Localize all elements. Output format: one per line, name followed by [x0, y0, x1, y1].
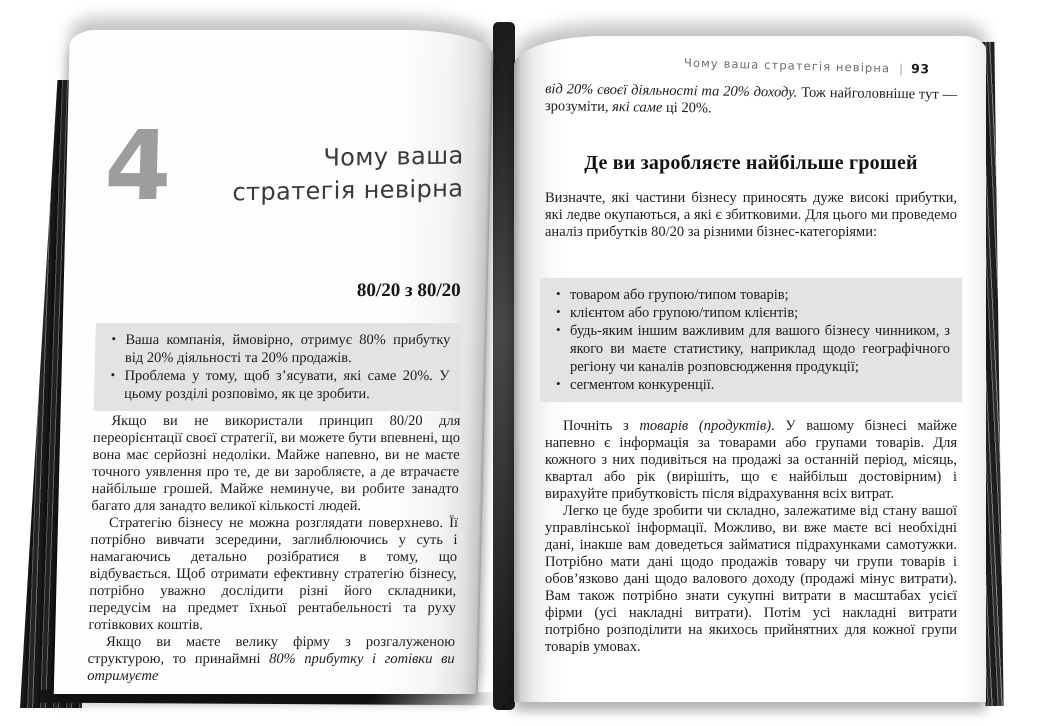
paragraph: Стратегію бізнесу не можна розглядати поверхнево. Її потрібно вивчати зсередини, заглиблюючись у суть і намагаючись детально розібратися в тому, що відбувається. Щоб отримати ефективну стратегію бізнесу, потрібно уважно дослідити різні його складники, передусім на предмет їхньої рентабельності та руху готівкових коштів.	[88, 515, 459, 633]
paragraph-italic-text: )	[766, 418, 772, 434]
list-item	[550, 322, 950, 376]
bullet-glyph: •	[556, 322, 561, 337]
chapter-title	[163, 139, 464, 210]
paragraph-text: Почніть з	[563, 418, 640, 434]
chapter-number: 4	[103, 110, 173, 222]
bullet-glyph: •	[556, 376, 561, 391]
right-page-body-text	[545, 418, 957, 656]
bullet-text: сегментом конкуренції.	[570, 377, 715, 393]
paragraph	[87, 634, 455, 685]
right-page	[514, 36, 986, 702]
page-number: 93	[911, 60, 931, 77]
bullet-glyph: •	[556, 304, 561, 319]
paragraph-text: Якщо ви маєте велику фірму з розгалуженою структурою, то принаймні	[87, 634, 456, 667]
summary-callout-box	[94, 323, 463, 411]
list-item	[550, 304, 950, 322]
list-item	[104, 367, 450, 403]
running-head	[684, 55, 930, 77]
intro-italic: від 20% своєї діяльності та 20% доходу.	[545, 81, 798, 101]
bullet-glyph: •	[556, 286, 561, 301]
running-head-title: Чому ваша стратегія невірна	[684, 55, 891, 76]
list-item	[105, 331, 451, 367]
categories-bullet-list	[550, 286, 950, 394]
bullet-text: Ваша компанія, ймовірно, отримує 80% прибутку від 20% діяльності та 20% продажів.	[124, 332, 451, 366]
book-spine	[493, 22, 515, 710]
section-heading-8020: 80/20 з 80/20	[356, 280, 461, 301]
bullet-text: Проблема у тому, щоб з’ясувати, які саме 20%. У цьому розділі розповімо, як це зробити.	[123, 368, 450, 402]
paragraph-text: . У вашому бізнесі майже напевно є інформація за товарами або групами товарів. Для кожного з них подивіться на продажі за останній період, місяць, квартал або рік (вирішіть, що є найбільш достовірним) і вирахуйте прибутковість після відрахування всіх витрат.	[545, 418, 957, 502]
list-item	[550, 376, 950, 394]
list-item	[550, 286, 950, 304]
bullet-text: клієнтом або групою/типом клієнтів;	[570, 305, 799, 321]
section-heading-where-you-earn: Де ви заробляєте найбільше грошей	[584, 152, 918, 174]
bullet-text: будь-яким іншим важливим для вашого бізнесу чинником, з якого ви маєте статистику, наприклад щодо географічного регіону чи каналів розповсюдження продукції;	[570, 323, 950, 375]
summary-bullet-list	[104, 331, 451, 403]
intro-text: Тож найголовніше тут — зрозуміти,	[544, 84, 958, 116]
categories-callout-box	[540, 278, 962, 402]
intro-text: ці 20%.	[662, 99, 712, 117]
paragraph: Якщо ви не використали принцип 80/20 для переорієнтації своєї стратегії, ви можете бути впевнені, що вона має серйозні недоліки. Майже напевно, ви не маєте точного уявлення про те, де ви заробляєте, а де втрачаєте найбільше грошей. Майже неминуче, ви робите занадто багато для занадто великої кількості людей.	[91, 413, 461, 514]
left-page	[54, 30, 494, 694]
bullet-glyph: •	[110, 367, 116, 382]
paragraph: Визначте, які частини бізнесу приносять дуже високі прибутки, які ледве окупаються, а які є збитковими. Для цього ми проведемо аналіз прибутків 80/20 за різними бізнес-категоріями:	[545, 190, 957, 240]
chapter-title-line2: стратегія невірна	[232, 174, 464, 207]
paragraph-italic-text: товарів (продуктів	[639, 418, 767, 434]
intro-italic: які саме	[612, 99, 663, 116]
paragraph-italic-text: 80% прибутку і готівки ви отримуєте	[87, 651, 455, 684]
paragraph: Легко це буде зробити чи складно, залежатиме від стану вашої управлінської інформації. Можливо, ви вже маєте всі необхідні дані, інакше вам доведеться займатися підрахунками самотужки. Потрібно мати дані щодо продажів товару чи групи товарів і обов’язково дані щодо валового доходу (продажі мінус витрати). Вам також потрібно знати сукупні витрати в масштабах усієї фірми (усі накладні витрати). Потім усі накладні витрати потрібно розподілити на якихось прийнятних для кожної групи товарів умовах.	[545, 503, 957, 655]
left-page-body-text	[87, 413, 461, 685]
paragraph	[545, 418, 957, 503]
bullet-text: товаром або групою/типом товарів;	[570, 287, 789, 303]
chapter-title-line1: Чому ваша	[323, 141, 464, 172]
bullet-glyph: •	[111, 331, 117, 346]
intro-paragraph	[545, 81, 957, 121]
running-head-separator: |	[899, 61, 905, 76]
